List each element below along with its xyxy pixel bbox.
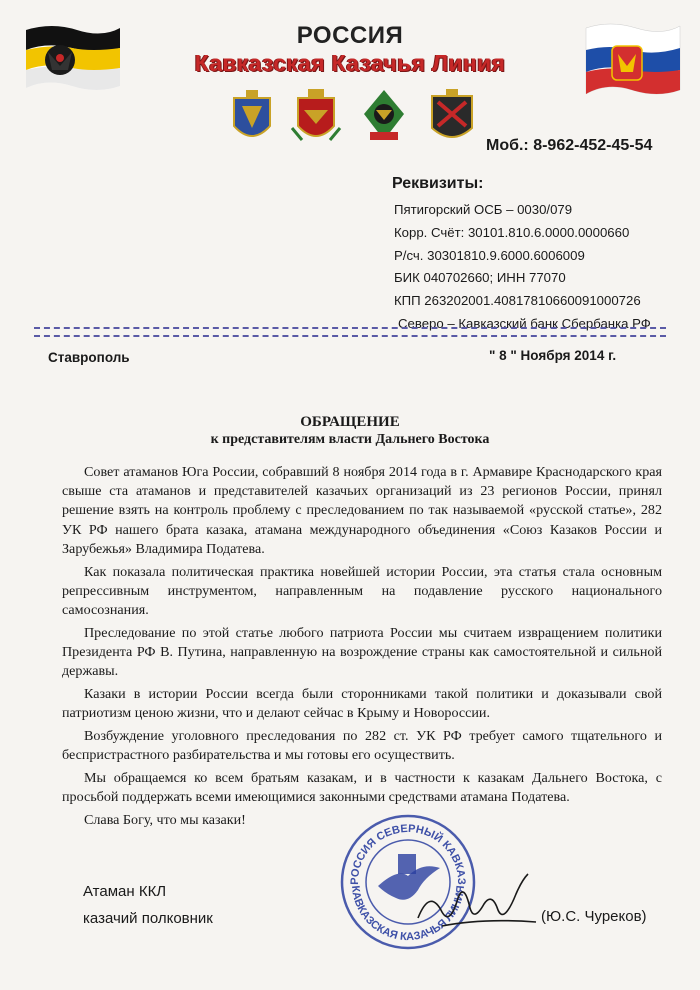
requisites-line: БИК 040702660; ИНН 77070 (394, 270, 566, 286)
requisites-list (394, 199, 651, 336)
requisites-title: Реквизиты: (392, 175, 484, 192)
coat-of-arms-kuban-icon (364, 90, 404, 140)
coat-of-arms-krasnodar-icon (292, 89, 340, 140)
country-heading: РОССИЯ (296, 22, 404, 49)
letter-date: " 8 " Ноября 2014 г. (489, 348, 617, 363)
seal-text-top: РОССИЯ СЕВЕРНЫЙ КАВКАЗ (348, 822, 468, 885)
letter-body (62, 463, 662, 834)
organization-heading: Кавказская Казачья Линия (194, 50, 506, 76)
requisites-line: Р/сч. 30301810.9.6000.6006009 (394, 247, 585, 263)
coats-of-arms (230, 88, 480, 146)
body-paragraph: Мы обращаемся ко всем братьям казакам, и в частности к казакам Дальнего Востока, с просьбой поддержать всеми имеющимися законными средствами атамана Податева. (62, 770, 662, 806)
body-paragraph: Казаки в истории России всегда были сторонниками такой политики и доказывали свой патриотизм ценою жизни, что и делают сейчас в Крыму и Новороссии. (62, 686, 662, 722)
body-paragraph: Как показала политическая практика новейшей истории России, эта статья стала основным репрессивным инструментом, направленным на подавление русского национального самосознания. (62, 563, 662, 619)
body-paragraph: Возбуждение уголовного преследования по 282 ст. УК РФ требует самого тщательного и беспристрастного разбирательства и мы готовы его осуществить. (62, 728, 662, 764)
handwritten-signature (412, 868, 542, 938)
coat-of-arms-terek-icon (432, 89, 472, 137)
letter-subtitle: к представителям власти Дальнего Востока (210, 432, 490, 447)
requisites-line: Корр. Счёт: 30101.810.6.0000.0000660 (394, 224, 630, 240)
russian-flag-icon (582, 20, 684, 102)
body-paragraph: Слава Богу, что мы казаки! (84, 812, 246, 829)
body-paragraph: Совет атаманов Юга России, собравший 8 ноября 2014 года в г. Армавире Краснодарского края свыше ста атаманов и представителей казачьих организаций из 23 регионов России, принял решение взять на контроль проблему с преследованием по так называемой «русской статье», 282 УК РФ нашего брата казака, атамана международного объединения «Союз Казаков России и Зарубежья» Владимира Податева. (62, 464, 662, 557)
mobile-phone: Моб.: 8-962-452-45-54 (486, 137, 653, 154)
requisites-line: Северо – Кавказский банк Сбербанка РФ (398, 315, 651, 331)
signer-rank: казачий полковник (83, 910, 213, 927)
seal-text-bottom: КАВКАЗСКАЯ КАЗАЧЬЯ ЛИНИЯ (348, 884, 468, 944)
signer-position: Атаман ККЛ (83, 883, 167, 900)
requisites-line: КПП 263202001.40817810660091000726 (394, 293, 641, 309)
signer-name: (Ю.С. Чуреков) (541, 908, 647, 925)
letter-title: ОБРАЩЕНИЕ (300, 414, 400, 430)
header-separator (34, 327, 666, 337)
body-paragraph: Преследование по этой статье любого патриота России мы считаем извращением политики Президента РФ В. Путина, направленную на возрождение страны как самостоятельной и сильной державы. (62, 624, 662, 680)
requisites-line: Пятигорский ОСБ – 0030/079 (394, 202, 573, 217)
coat-of-arms-stavropol-icon (234, 90, 270, 136)
city-label: Ставрополь (48, 350, 130, 365)
